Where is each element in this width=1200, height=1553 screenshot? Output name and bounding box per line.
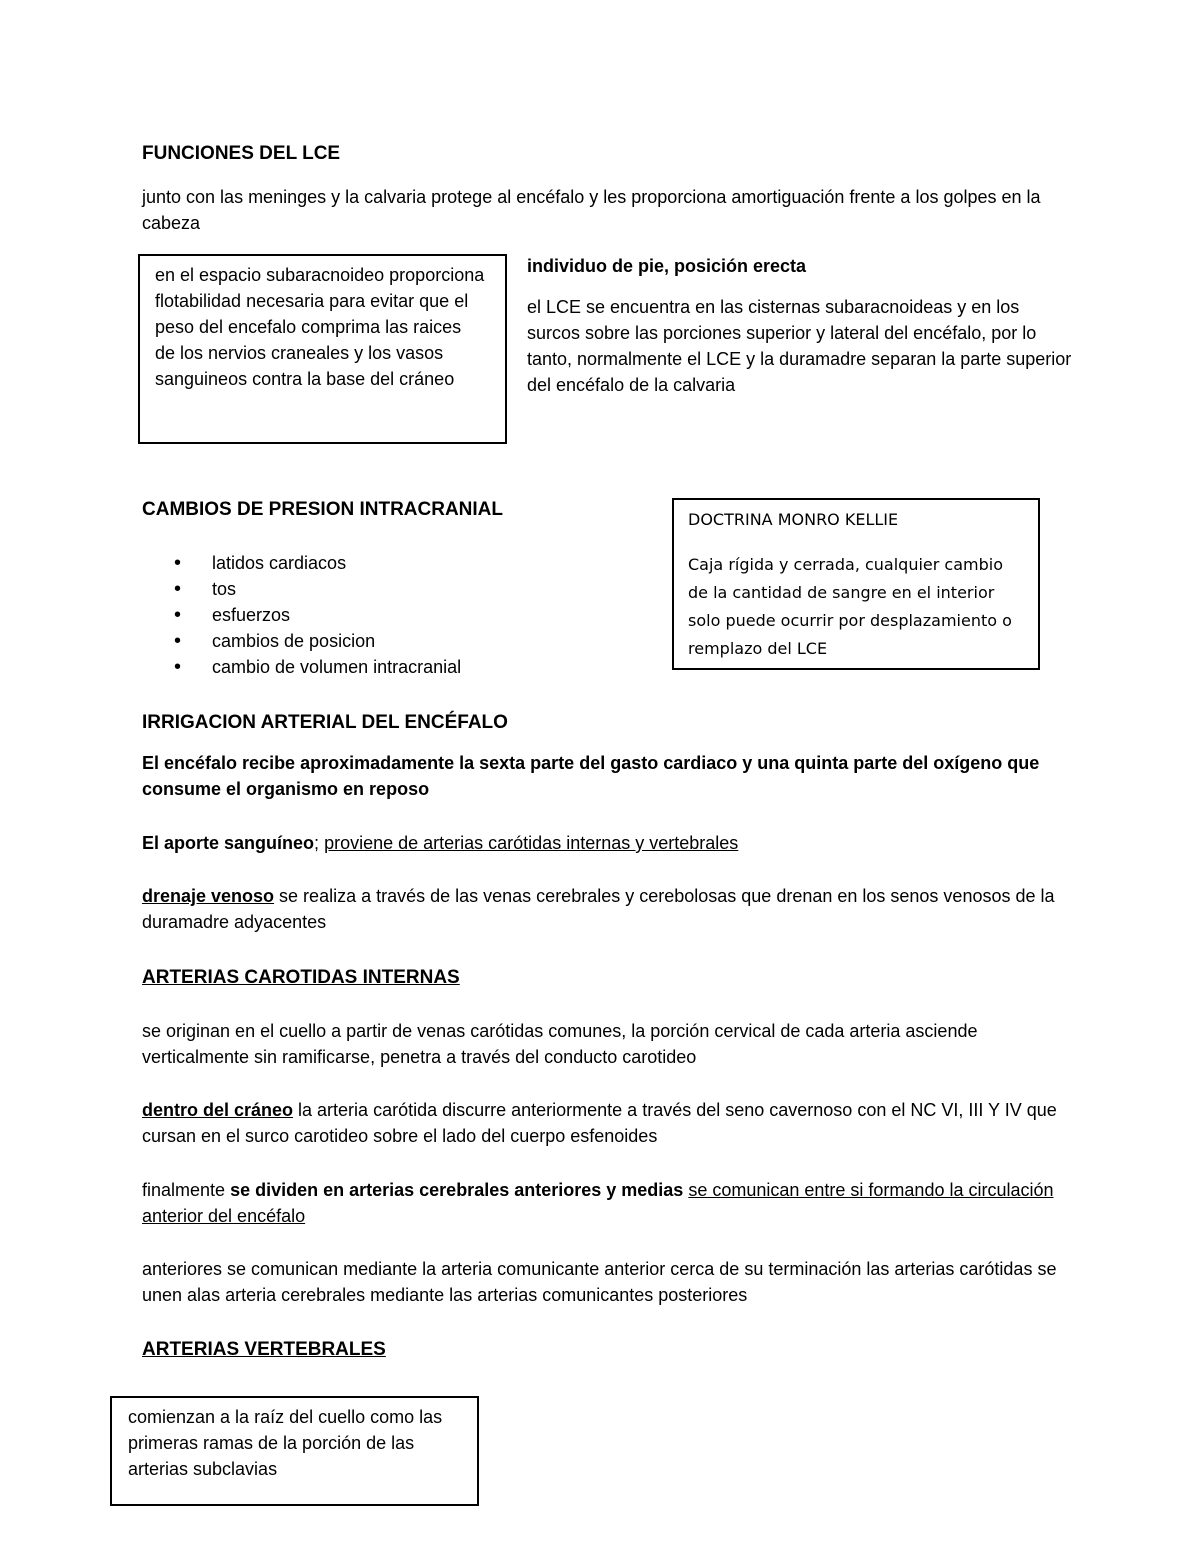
posicion-erecta-text: el LCE se encuentra en las cisternas subaracnoideas y en los surcos sobre las porciones superior y lateral del encéfalo, por lo tanto, normalmente el LCE y la duramadre separan la parte superior del encéfalo de la calvaria xyxy=(527,297,1072,395)
flotabilidad-text: en el espacio subaracnoideo proporciona flotabilidad necesaria para evitar que el peso del encefalo comprima las raices de los nervios craneales y los vasos sanguineos contra la base del cráneo xyxy=(155,265,485,389)
division-start: finalmente xyxy=(142,1180,231,1200)
dentro-craneo-label: dentro del cráneo xyxy=(142,1100,294,1120)
division-bold: se dividen en arterias cerebrales anteriores y medias xyxy=(230,1180,684,1200)
heading-irrigacion-arterial: IRRIGACION ARTERIAL DEL ENCÉFALO xyxy=(142,712,508,733)
vertebrales-box xyxy=(110,1396,479,1506)
vertebrales-text: comienzan a la raíz del cuello como las primeras ramas de la porción de las arterias subclavias xyxy=(128,1407,443,1479)
heading-carotidas-internas: ARTERIAS CAROTIDAS INTERNAS xyxy=(142,967,460,988)
list-item: • cambio de volumen intracranial xyxy=(142,654,461,680)
heading-arterias-vertebrales: ARTERIAS VERTEBRALES xyxy=(142,1339,386,1360)
drenaje-text: se realiza a través de las venas cerebrales y cerebolosas que drenan en los senos venosos de la duramadre adyacentes xyxy=(142,886,1055,932)
presion-bullet-list xyxy=(142,550,461,680)
list-item: • latidos cardiacos xyxy=(142,550,461,576)
monro-kellie-box xyxy=(672,498,1040,670)
comunicantes-paragraph: anteriores se comunican mediante la arteria comunicante anterior cerca de su terminación las arterias carótidas se unen alas arteria cerebrales mediante las arterias comunicantes posteriores xyxy=(142,1259,1057,1305)
dentro-craneo-text: la arteria carótida discurre anteriormente a través del seno cavernoso con el NC VI, III Y IV que cursan en el surco carotideo sobre el lado del cuerpo esfenoides xyxy=(142,1100,1057,1146)
flotabilidad-box xyxy=(138,254,507,444)
irrigacion-lead: El encéfalo recibe aproximadamente la sexta parte del gasto cardiaco y una quinta parte del oxígeno que consume el organismo en reposo xyxy=(142,753,1040,799)
drenaje-venoso-paragraph xyxy=(142,883,1062,935)
carotidas-origen-paragraph: se originan en el cuello a partir de venas carótidas comunes, la porción cervical de cada arteria asciende verticalmente sin ramificarse, penetra a través del conducto carotideo xyxy=(142,1021,978,1067)
list-item: • cambios de posicion xyxy=(142,628,461,654)
heading-cambios-presion: CAMBIOS DE PRESION INTRACRANIAL xyxy=(142,499,504,520)
drenaje-label: drenaje venoso xyxy=(142,886,275,906)
list-item: • esfuerzos xyxy=(142,602,461,628)
aporte-label: El aporte sanguíneo xyxy=(142,833,315,853)
division-paragraph xyxy=(142,1177,1067,1229)
posicion-erecta-heading: individuo de pie, posición erecta xyxy=(527,256,807,276)
intro-paragraph: junto con las meninges y la calvaria protege al encéfalo y les proporciona amortiguación frente a los golpes en la cabeza xyxy=(142,187,1041,233)
heading-funciones-lce: FUNCIONES DEL LCE xyxy=(142,143,341,164)
monro-kellie-text: Caja rígida y cerrada, cualquier cambio de la cantidad de sangre en el interior solo puede ocurrir por desplazamiento o remplazo del LCE xyxy=(688,555,1012,658)
aporte-text: proviene de arterias carótidas internas y vertebrales xyxy=(324,833,739,853)
monro-kellie-title: DOCTRINA MONRO KELLIE xyxy=(688,510,899,529)
dentro-craneo-paragraph xyxy=(142,1097,1067,1149)
division-underline: se comunican entre si formando la circulación anterior del encéfalo xyxy=(142,1180,1054,1226)
list-item: • tos xyxy=(142,576,461,602)
aporte-separator: ; xyxy=(314,833,320,853)
aporte-sanguineo-line xyxy=(142,830,1062,856)
